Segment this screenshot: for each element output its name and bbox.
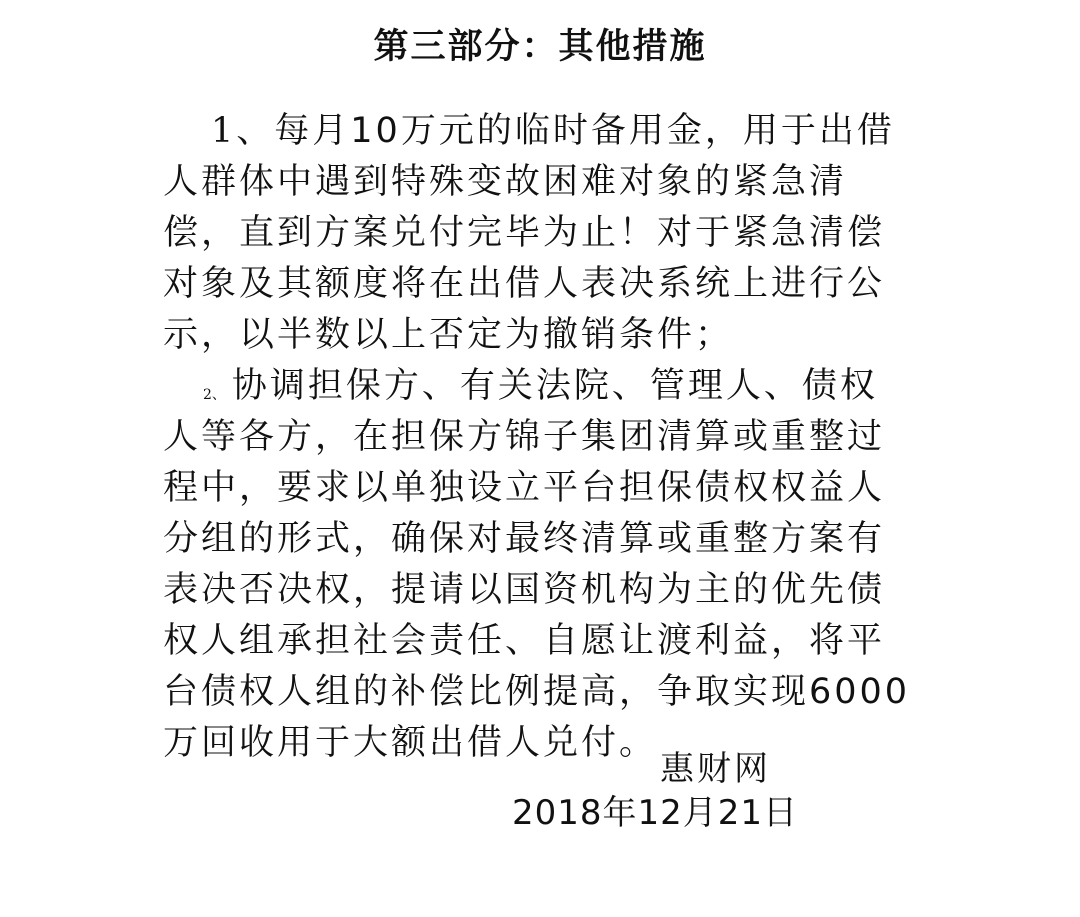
signature-organization: 惠财网 bbox=[660, 749, 771, 789]
item2-line: 人等各方，在担保方锦子集团清算或重整过 bbox=[163, 417, 886, 457]
document-title: 第三部分：其他措施 bbox=[373, 27, 707, 67]
item1-line: 对象及其额度将在出借人表决系统上进行公 bbox=[163, 264, 886, 304]
item2-line: 权人组承担社会责任、自愿让渡利益，将平 bbox=[163, 621, 886, 661]
item1-line: 示，以半数以上否定为撤销条件； bbox=[163, 315, 734, 355]
item2-text: 协调担保方、有关法院、管理人、债权 bbox=[231, 366, 878, 406]
item1-number: 1 bbox=[211, 111, 237, 151]
signature-date: 2018年12月21日 bbox=[512, 793, 799, 833]
item1-text: 、每月10万元的临时备用金，用于出借 bbox=[236, 111, 895, 151]
item2-line: 万回收用于大额出借人兑付。 bbox=[163, 723, 658, 763]
item2-number: 2、 bbox=[203, 387, 226, 403]
item1-line: 偿，直到方案兑付完毕为止！对于紧急清偿 bbox=[163, 213, 886, 253]
item2-line bbox=[163, 361, 923, 412]
item2-line: 分组的形式，确保对最终清算或重整方案有 bbox=[163, 519, 886, 559]
item2-line: 程中，要求以单独设立平台担保债权权益人 bbox=[163, 468, 886, 508]
item1-line: 人群体中遇到特殊变故困难对象的紧急清 bbox=[163, 162, 848, 202]
item1-line bbox=[163, 106, 923, 157]
item2-line: 台债权人组的补偿比例提高，争取实现6000 bbox=[163, 672, 911, 712]
item2-line: 表决否决权，提请以国资机构为主的优先债 bbox=[163, 570, 886, 610]
document-body bbox=[163, 106, 923, 769]
